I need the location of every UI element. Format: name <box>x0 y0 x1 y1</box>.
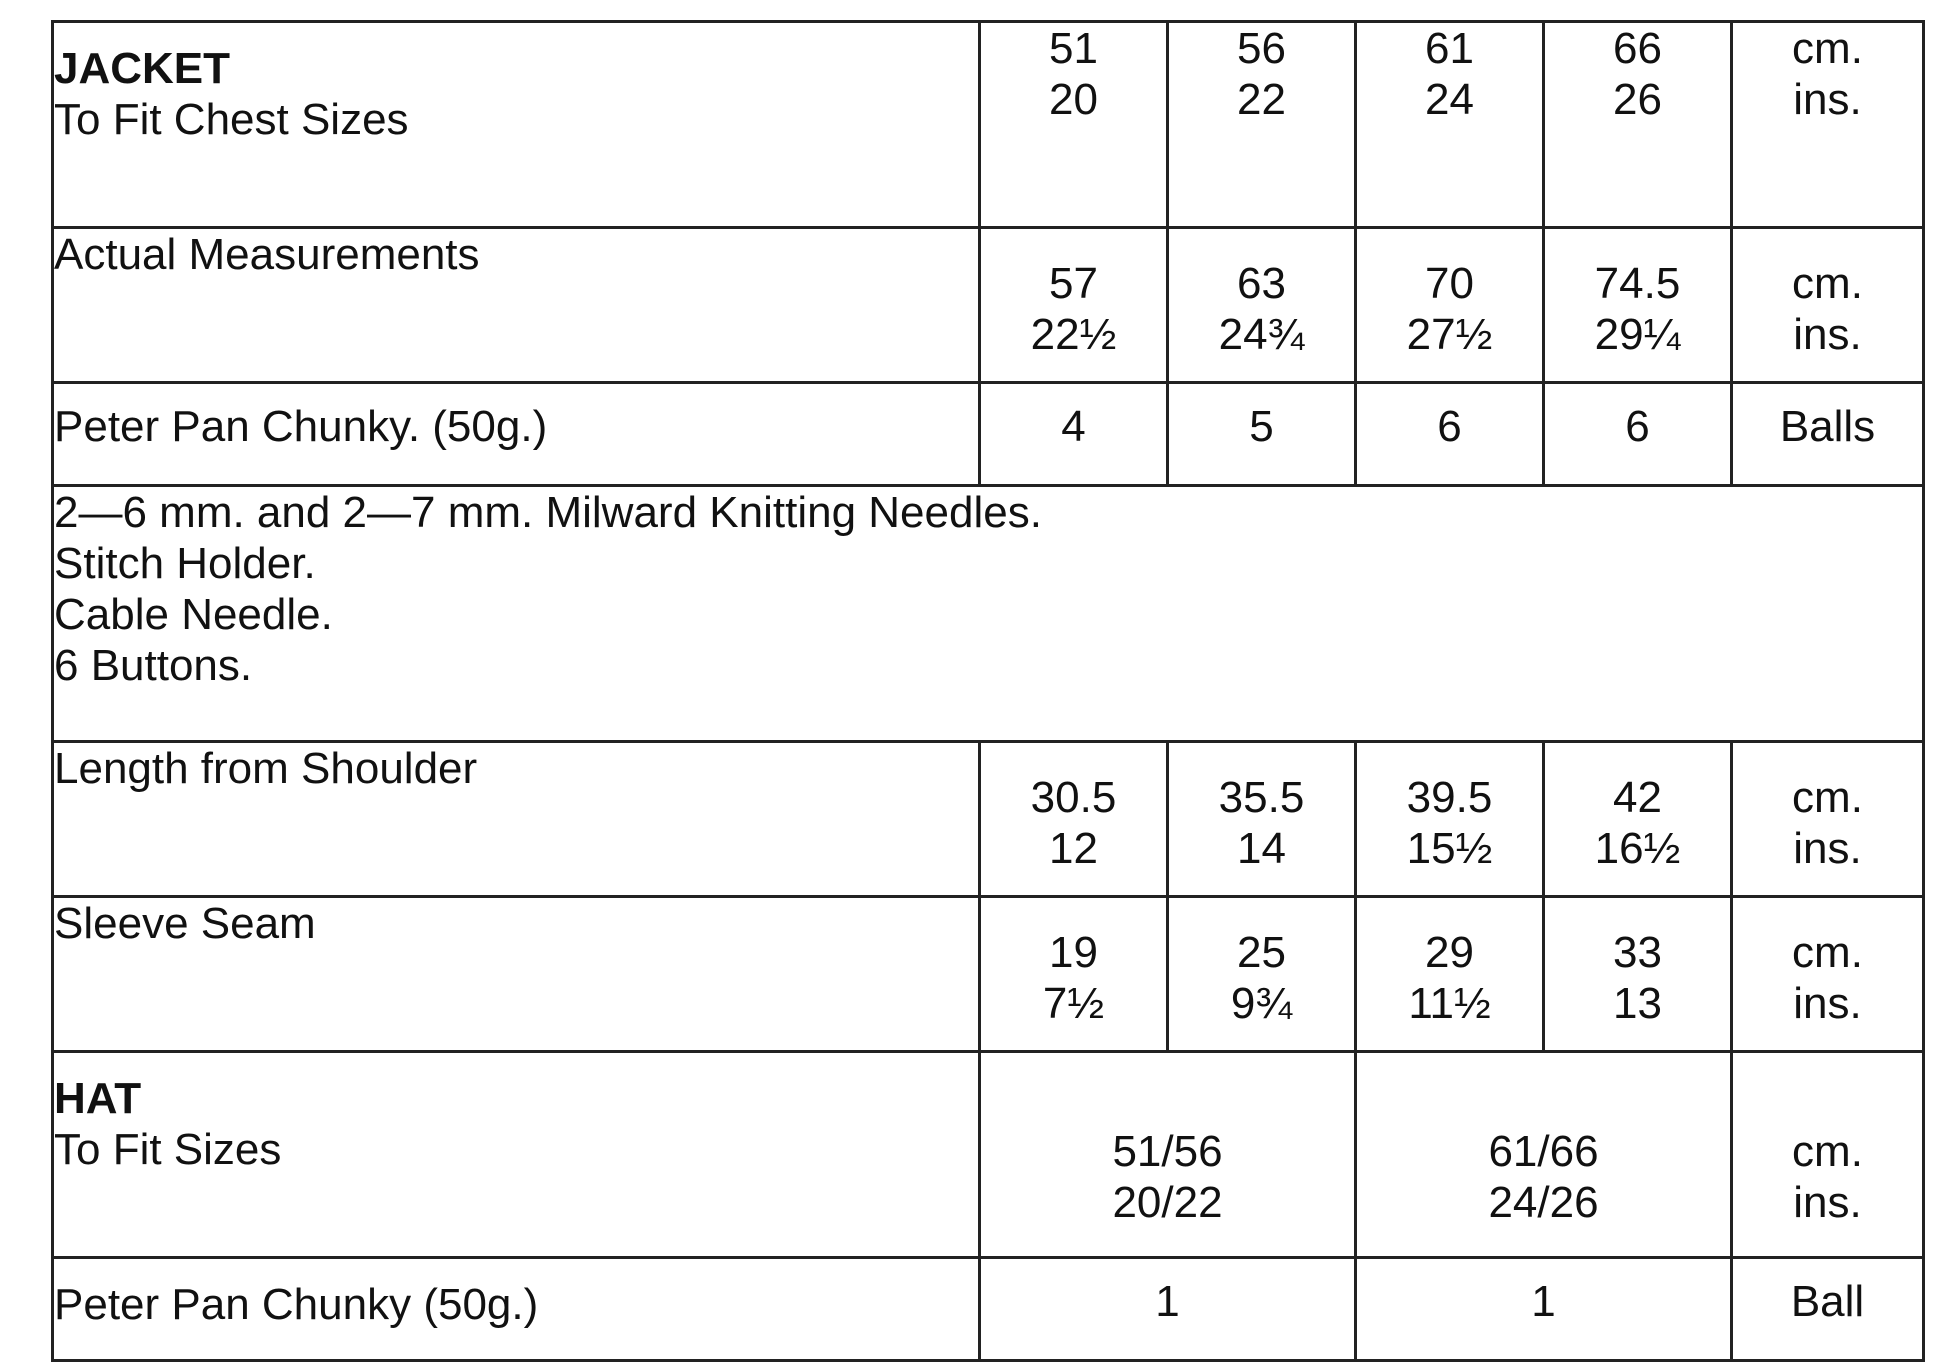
actual-measurement-3: 70 27½ <box>1356 228 1544 383</box>
jacket-fit-size-3: 61 24 <box>1356 22 1544 228</box>
actual-measurement-4: 74.5 29¼ <box>1544 228 1732 383</box>
actual-measurements-row <box>53 228 1924 383</box>
hat-fit-label: To Fit Sizes <box>54 1125 282 1174</box>
notions-list <box>53 486 1924 742</box>
knitting-spec-table <box>51 20 1925 1362</box>
length-3: 39.5 15½ <box>1356 742 1544 897</box>
hat-fit-label-cell <box>53 1052 980 1258</box>
jacket-fit-label-cell <box>53 22 980 228</box>
jacket-yarn-balls-2: 5 <box>1168 383 1356 486</box>
jacket-yarn-balls-1: 4 <box>980 383 1168 486</box>
sleeve-2: 25 9¾ <box>1168 897 1356 1052</box>
hat-yarn-row <box>53 1258 1924 1361</box>
hat-heading: HAT <box>54 1074 142 1123</box>
jacket-yarn-balls-4: 6 <box>1544 383 1732 486</box>
notion-buttons: 6 Buttons. <box>54 641 253 690</box>
hat-yarn-unit: Ball <box>1732 1258 1924 1361</box>
sleeve-4: 33 13 <box>1544 897 1732 1052</box>
hat-fit-size-2: 61/66 24/26 <box>1356 1052 1732 1258</box>
hat-yarn-balls-2: 1 <box>1356 1258 1732 1361</box>
hat-yarn-balls-1: 1 <box>980 1258 1356 1361</box>
length-unit: cm. ins. <box>1732 742 1924 897</box>
notion-needles: 2—6 mm. and 2—7 mm. Milward Knitting Needles. <box>54 488 1042 537</box>
jacket-yarn-unit: Balls <box>1732 383 1924 486</box>
jacket-fit-label: To Fit Chest Sizes <box>54 95 409 144</box>
jacket-fit-size-2: 56 22 <box>1168 22 1356 228</box>
jacket-fit-size-4: 66 26 <box>1544 22 1732 228</box>
actual-measurements-label: Actual Measurements <box>53 228 980 383</box>
jacket-fit-size-1: 51 20 <box>980 22 1168 228</box>
length-1: 30.5 12 <box>980 742 1168 897</box>
jacket-heading: JACKET <box>54 44 231 93</box>
hat-fit-unit: cm. ins. <box>1732 1052 1924 1258</box>
actual-measurement-1: 57 22½ <box>980 228 1168 383</box>
jacket-yarn-row <box>53 383 1924 486</box>
sleeve-row <box>53 897 1924 1052</box>
actual-measurements-unit: cm. ins. <box>1732 228 1924 383</box>
sleeve-1: 19 7½ <box>980 897 1168 1052</box>
hat-fit-size-1: 51/56 20/22 <box>980 1052 1356 1258</box>
sleeve-unit: cm. ins. <box>1732 897 1924 1052</box>
sleeve-label: Sleeve Seam <box>53 897 980 1052</box>
notions-row <box>53 486 1924 742</box>
length-row <box>53 742 1924 897</box>
hat-fit-row <box>53 1052 1924 1258</box>
jacket-yarn-label: Peter Pan Chunky. (50g.) <box>53 383 980 486</box>
length-2: 35.5 14 <box>1168 742 1356 897</box>
notion-cable-needle: Cable Needle. <box>54 590 333 639</box>
length-label: Length from Shoulder <box>53 742 980 897</box>
actual-measurement-2: 63 24¾ <box>1168 228 1356 383</box>
sleeve-3: 29 11½ <box>1356 897 1544 1052</box>
jacket-fit-row <box>53 22 1924 228</box>
jacket-yarn-balls-3: 6 <box>1356 383 1544 486</box>
notion-stitch-holder: Stitch Holder. <box>54 539 316 588</box>
length-4: 42 16½ <box>1544 742 1732 897</box>
hat-yarn-label: Peter Pan Chunky (50g.) <box>53 1258 980 1361</box>
jacket-fit-unit: cm. ins. <box>1732 22 1924 228</box>
